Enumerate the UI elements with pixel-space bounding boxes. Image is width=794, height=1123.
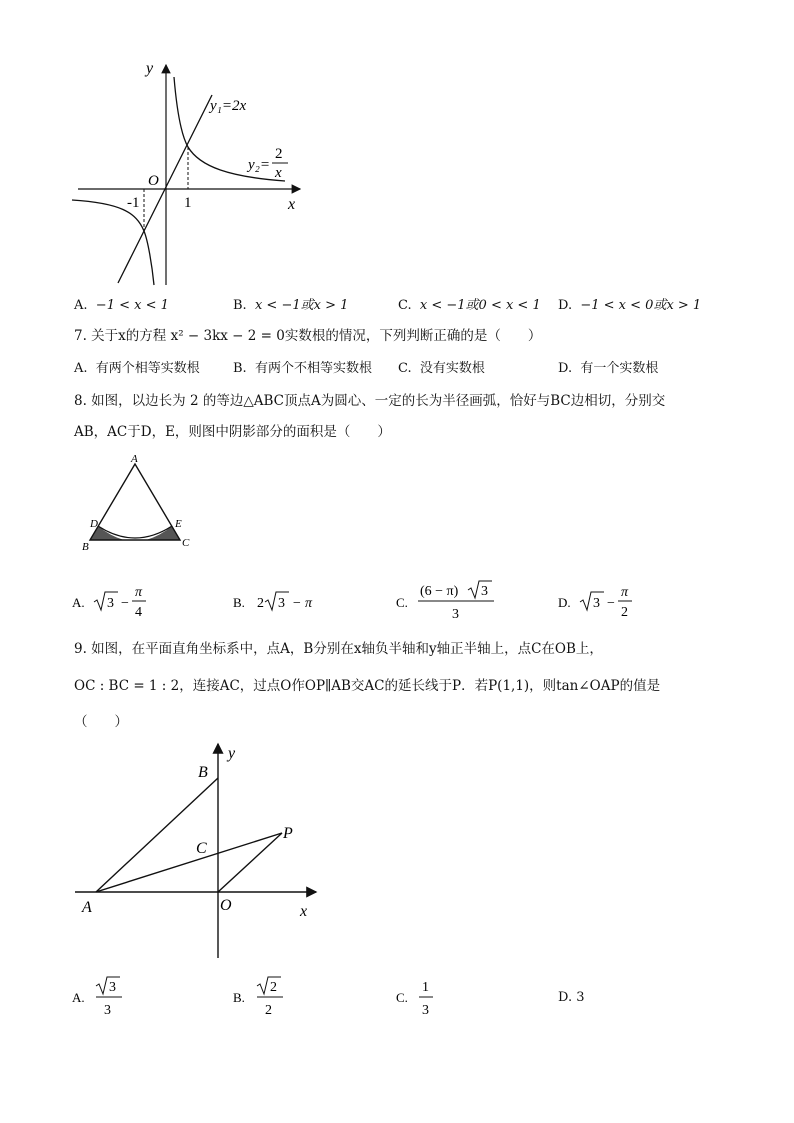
- q9-option-c-num: 1: [422, 980, 429, 995]
- q8-option-d-num: π: [621, 585, 629, 600]
- q9-option-a[interactable]: [72, 974, 152, 1022]
- q6-option-c-text: x < −1或0 < x < 1: [419, 298, 541, 313]
- q8-option-d-den: 2: [621, 605, 628, 620]
- q6-y2-label-prefix: y₂=: [248, 157, 270, 173]
- q8-label-D: D: [90, 518, 98, 530]
- q7-option-c-label: C.: [398, 361, 412, 376]
- q6-y-axis-label: y: [146, 60, 154, 77]
- q9-stem-line3: （ ）: [74, 714, 128, 730]
- q9-option-b-label: B.: [233, 990, 245, 1005]
- q8-stem-line2: AB，AC于D，E，则图中阴影部分的面积是（ ）: [74, 424, 391, 440]
- q9-option-d[interactable]: [558, 989, 585, 1007]
- q9-option-a-radical-icon: [96, 977, 120, 994]
- q9-segment-AP: [96, 833, 282, 892]
- q8-label-C: C: [182, 537, 190, 549]
- q9-label-B: B: [198, 764, 208, 781]
- q7-option-a[interactable]: [74, 360, 200, 378]
- q6-option-d-label: D.: [558, 298, 573, 313]
- q6-option-b-label: B.: [233, 298, 247, 313]
- q8-triangle-figure: [80, 452, 200, 557]
- q9-option-b[interactable]: [233, 974, 313, 1022]
- q7-option-a-text: 有两个相等实数根: [95, 361, 200, 376]
- q6-option-a-text: −1 < x < 1: [95, 298, 169, 313]
- q8-option-b-root: 3: [278, 596, 285, 611]
- q8-option-c-radical-icon: [468, 581, 492, 598]
- q6-option-a[interactable]: [74, 297, 169, 315]
- q9-stem-line2: OC : BC = 1 : 2，连接AC，过点O作OP∥AB交AC的延长线于P．若P(1,1)，则tan∠OAP的值是: [74, 678, 661, 694]
- q9-label-P: P: [283, 825, 293, 842]
- q9-option-a-den: 3: [104, 1003, 111, 1018]
- q6-option-d[interactable]: [558, 297, 701, 315]
- q8-option-d-radical-icon: [580, 592, 604, 610]
- q6-option-c-label: C.: [398, 298, 412, 313]
- q7-option-b[interactable]: [233, 360, 372, 378]
- q6-option-c[interactable]: [398, 297, 541, 315]
- q6-option-b[interactable]: [233, 297, 348, 315]
- q6-y2-numerator: 2: [275, 146, 283, 162]
- q7-option-b-label: B.: [233, 361, 247, 376]
- q8-option-a-radical-icon: [94, 592, 118, 610]
- q8-option-b-coef: 2: [257, 596, 264, 611]
- q8-option-d[interactable]: [558, 580, 668, 624]
- q9-option-c-den: 3: [422, 1003, 429, 1018]
- q7-option-d[interactable]: [558, 360, 658, 378]
- q8-option-c-label: C.: [396, 595, 408, 610]
- q7-option-b-text: 有两个不相等实数根: [254, 361, 372, 376]
- q8-option-b-tail: − π: [292, 596, 312, 611]
- q9-label-A: A: [82, 899, 92, 916]
- q8-option-a-label: A.: [72, 595, 85, 610]
- q6-option-d-text: −1 < x < 0或x > 1: [580, 298, 702, 313]
- q7-stem: 7. 关于x的方程 x² − 3kx − 2 = 0实数根的情况，下列判断正确的是（ ）: [74, 328, 542, 344]
- q6-option-a-label: A.: [74, 298, 88, 313]
- q9-segment-OP: [218, 833, 282, 892]
- q8-option-c[interactable]: [396, 578, 526, 626]
- q9-option-d-text: D. 3: [558, 990, 585, 1005]
- q9-segment-AB: [96, 778, 218, 892]
- q8-option-c-num-left: (6 − π): [420, 584, 459, 599]
- q8-option-a-root: 3: [107, 596, 114, 611]
- q9-option-c[interactable]: [396, 974, 466, 1022]
- q8-label-B: B: [82, 541, 89, 553]
- q9-option-b-num-root: 2: [270, 980, 277, 995]
- q9-label-x: x: [300, 903, 308, 920]
- q9-option-b-radical-icon: [257, 977, 281, 994]
- q6-y2-denominator: x: [275, 165, 282, 181]
- q9-option-a-label: A.: [72, 990, 85, 1005]
- q8-label-E: E: [175, 518, 182, 530]
- q6-function-graph: [60, 55, 320, 290]
- q9-option-c-label: C.: [396, 990, 408, 1005]
- q8-option-a[interactable]: [72, 580, 182, 624]
- q8-option-d-label: D.: [558, 595, 571, 610]
- q6-tick-1: 1: [184, 195, 192, 211]
- q7-option-c-text: 没有实数根: [419, 361, 485, 376]
- q8-option-c-root: 3: [481, 584, 488, 599]
- q6-hyperbola-branch-negative: [72, 200, 154, 285]
- q8-option-c-den: 3: [452, 607, 459, 622]
- q8-option-b-radical-icon: [265, 592, 289, 610]
- q9-stem-line1: 9. 如图，在平面直角坐标系中，点A，B分别在x轴负半轴和y轴正半轴上，点C在OB上，: [74, 641, 603, 657]
- q6-option-b-text: x < −1或x > 1: [254, 298, 349, 313]
- q9-label-O: O: [220, 897, 232, 914]
- q8-label-A: A: [131, 453, 138, 465]
- q8-option-a-op: −: [121, 596, 129, 611]
- q8-option-b-label: B.: [233, 595, 245, 610]
- q8-option-d-root: 3: [593, 596, 600, 611]
- q6-y1-label: y₁=2x: [210, 98, 247, 114]
- q7-option-d-text: 有一个实数根: [580, 361, 659, 376]
- q8-triangle: [90, 464, 180, 540]
- q6-x-axis-label: x: [288, 196, 296, 213]
- q9-coordinate-figure: [70, 740, 330, 965]
- q6-origin-label: O: [148, 173, 159, 189]
- q8-option-a-num: π: [135, 585, 143, 600]
- q9-label-y: y: [228, 745, 236, 762]
- q7-option-a-label: A.: [74, 361, 88, 376]
- q8-option-a-den: 4: [135, 605, 142, 620]
- q9-option-a-num-root: 3: [109, 980, 116, 995]
- q9-label-C: C: [196, 840, 207, 857]
- q7-option-c[interactable]: [398, 360, 485, 378]
- q7-option-d-label: D.: [558, 361, 573, 376]
- q8-stem-line1: 8. 如图，以边长为 2 的等边△ABC顶点A为圆心、一定的长为半径画弧，恰好与BC边相切，分别交: [74, 393, 666, 409]
- q8-option-d-op: −: [607, 596, 615, 611]
- q6-tick-neg1: -1: [127, 195, 140, 211]
- q9-option-b-den: 2: [265, 1003, 272, 1018]
- q8-option-b[interactable]: [233, 580, 343, 624]
